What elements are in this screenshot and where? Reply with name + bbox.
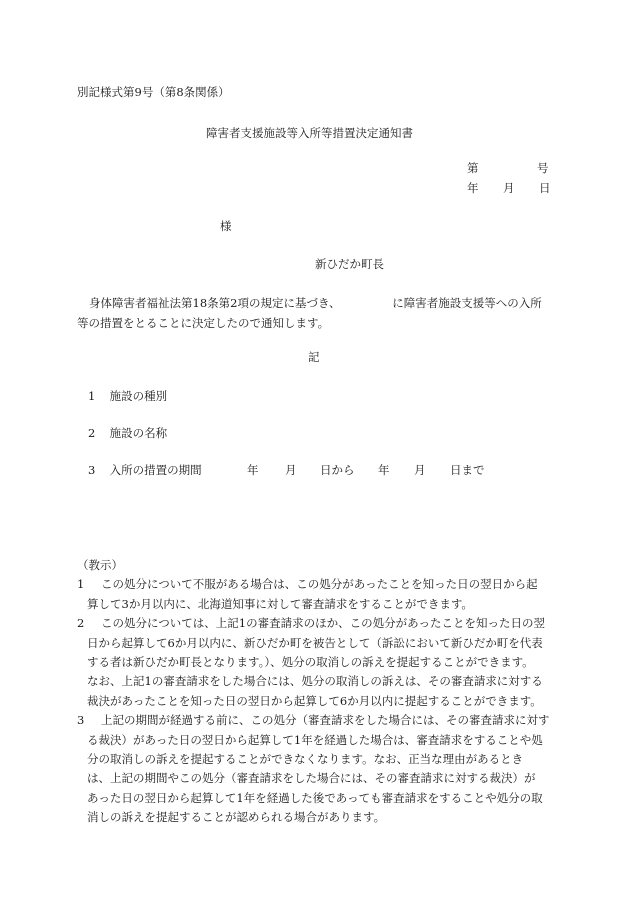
item-label: 施設の名称 (109, 426, 168, 440)
list-item (88, 462, 202, 478)
date-day-label: 日 (539, 181, 551, 195)
notice-item-number: 3 (77, 713, 85, 728)
item-number: 2 (88, 426, 96, 440)
body-paragraph (77, 293, 562, 333)
list-item (88, 388, 167, 404)
date-year-label: 年 (467, 181, 479, 195)
notice-section (77, 556, 557, 828)
notice-heading: （教示） (77, 558, 123, 572)
issuer-name: 新ひだか町長 (315, 257, 384, 271)
period-year-2: 年 (378, 463, 390, 477)
notice-line: 算して3か月以内に、北海道知事に対して審査請求をすることができます。 (87, 596, 473, 611)
body-line-2: 等の措置をとることに決定したので通知します。 (77, 316, 330, 330)
period-day-from: 日から (320, 463, 355, 477)
period-month-2: 月 (414, 463, 426, 477)
notice-item (77, 575, 557, 614)
notice-line: 上記の期間が経過する前に、この処分（審査請求をした場合には、その審査請求に対す (101, 713, 550, 728)
notice-line: この処分について不服がある場合は、この処分があったことを知った日の翌日から起 (101, 577, 538, 592)
recipient-honorific: 様 (220, 219, 232, 233)
date-month-label: 月 (503, 181, 515, 195)
notice-line: あった日の翌日から起算して1年を経過した後であっても審査請求をすることや処分の取 (87, 790, 543, 805)
list-item (88, 425, 167, 441)
ki-heading: 記 (308, 350, 320, 364)
notice-item (77, 711, 557, 827)
notice-line: なお、上記1の審査請求をした場合には、処分の取消しの訴えは、その審査請求に対する (87, 674, 543, 689)
notice-item (77, 614, 557, 711)
item-label: 入所の措置の期間 (109, 463, 202, 477)
body-line-1: 身体障害者福祉法第18条第2項の規定に基づき、 に障害者施設支援等への入所 (89, 296, 542, 310)
notice-line: 日から起算して6か月以内に、新ひだか町を被告として（訴訟において新ひだか町を代表 (87, 635, 543, 650)
number-dai-label: 第 (467, 161, 479, 175)
number-go-label: 号 (537, 161, 549, 175)
document-title: 障害者支援施設等入所等措置決定通知書 (206, 126, 413, 140)
notice-line: 裁決があったことを知った日の翌日から起算して6か月以内に提起することができます。 (87, 693, 542, 708)
form-number: 別記様式第9号（第8条関係） (77, 85, 230, 99)
notice-line: する者は新ひだか町長となります。）、処分の取消しの訴えを提起することができます。 (87, 655, 534, 670)
item-number: 1 (88, 389, 96, 403)
notice-line: は、上記の期間やこの処分（審査請求をした場合には、その審査請求に対する裁決）が (87, 771, 536, 786)
notice-line: 消しの訴えを提起することが認められる場合があります。 (87, 810, 386, 825)
period-day-to: 日まで (450, 463, 485, 477)
notice-line: この処分については、上記1の審査請求のほか、この処分があったことを知った日の翌 (101, 616, 545, 631)
notice-line: る裁決）があった日の翌日から起算して1年を経過した場合は、審査請求をすることや処 (87, 732, 543, 747)
period-month-1: 月 (285, 463, 297, 477)
period-year-1: 年 (247, 463, 259, 477)
notice-item-number: 2 (77, 616, 85, 631)
item-label: 施設の種別 (109, 389, 168, 403)
notice-line: 分の取消しの訴えを提起することができなくなります。なお、正当な理由があるとき (87, 752, 524, 767)
notice-item-number: 1 (77, 577, 85, 592)
item-number: 3 (88, 463, 96, 477)
